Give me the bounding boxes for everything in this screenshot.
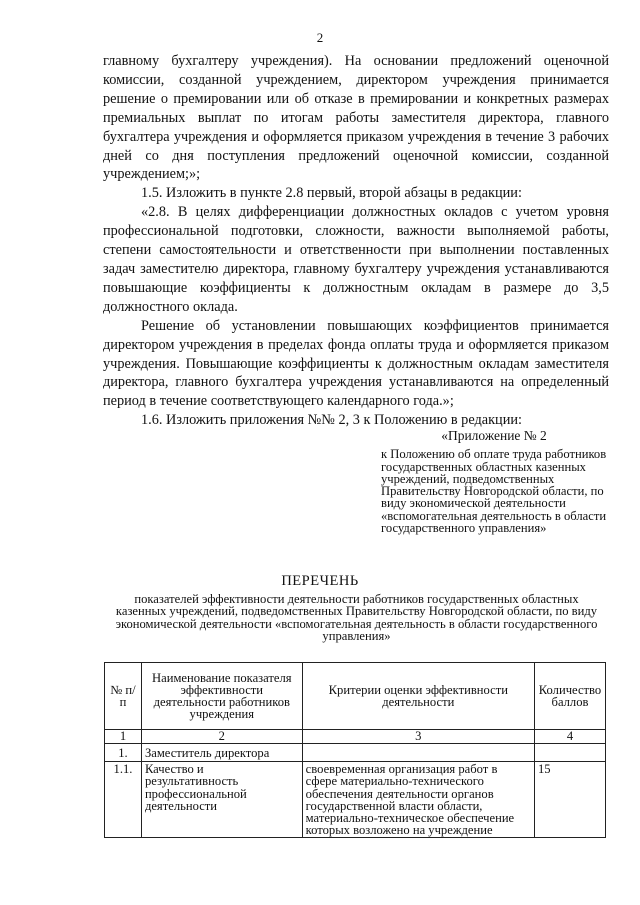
section-num: 1. [105,744,142,762]
table-row [105,762,606,838]
column-number: 2 [141,730,302,744]
row-indicator-name: Качество и результативность профессиональной деятельности [141,762,302,838]
paragraph-1: главному бухгалтеру учреждения). На основании предложений оценочной комиссии, созданной учреждением, директором учреждения принимается решение о премировании или об отказе в премировании и конкретных размерах премиальных выплат по итогам работы заместителя директора, главного бухгалтера учреждения и оформляется приказом учреждения в течение 3 рабочих дней со дня поступления предложений оценочной комиссии, созданной учреждением;»; [103,53,609,183]
appendix-header [381,430,607,534]
paragraph-5: 1.6. Изложить приложения №№ 2, 3 к Положению в редакции: [141,412,522,429]
header-criteria: Критерии оценки эффективности деятельности [302,663,534,730]
appendix-title: «Приложение № 2 [441,428,547,443]
column-number: 1 [105,730,142,744]
empty-cell [534,744,605,762]
criteria-table [104,662,606,838]
section-name: Заместитель директора [141,744,302,762]
list-subtitle: показателей эффективности деятельности работников государственных областных казенных учреждений, подведомственных Правительству Новгородской области, по виду экономической деятельности «вспомогательная деятельность в области государственного управления» [115,592,598,644]
appendix-text: к Положению об оплате труда работников государственных областных казенных учреждений, подведомственных Правительству Новгородской области, по виду экономической деятельности «вспомогательная деятельность в области государственного управления» [381,447,607,536]
document-body [103,52,609,430]
row-points: 15 [534,762,605,838]
header-name: Наименование показателя эффективности деятельности работников учреждения [141,663,302,730]
section-row [105,744,606,762]
table-header-row [105,663,606,730]
paragraph-4: Решение об установлении повышающих коэффициентов принимается директором учреждения в пределах фонда оплаты труда и оформляется приказом учреждения. Повышающие коэффициенты к должностным окладам заместителя директора, главного бухгалтера учреждения устанавливаются на определенный период в течение соответствующего календарного года.»; [103,317,609,410]
row-criteria: своевременная организация работ в сфере материально-технического обеспечения деятельности органов государственной власти области, материально-техническое обеспечение которых возложено на учреждение [302,762,534,838]
page-number: 2 [316,30,324,45]
paragraph-3: «2.8. В целях дифференциации должностных окладов с учетом уровня профессиональной подготовки, сложности, важности выполняемой работы, степени самостоятельности и ответственности при выполнении поставленных задач заместителю директора, главному бухгалтеру учреждения устанавливаются повышающие коэффициенты к должностным окладам в размере до 3,5 должностного оклада. [103,204,609,315]
header-num: № п/п [105,663,142,730]
paragraph-2: 1.5. Изложить в пункте 2.8 первый, второй абзацы в редакции: [141,185,522,202]
list-title: ПЕРЕЧЕНЬ [281,573,359,589]
column-number-row [105,730,606,744]
empty-cell [302,744,534,762]
column-number: 4 [534,730,605,744]
row-num: 1.1. [105,762,142,838]
column-number: 3 [302,730,534,744]
header-points: Количество баллов [534,663,605,730]
